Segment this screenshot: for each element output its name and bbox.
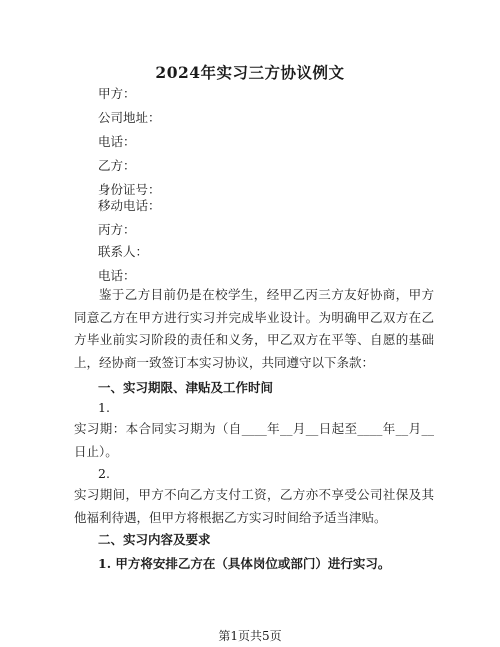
item-1-text: 实习期：本合同实习期为（自____年__月__日起至____年__月__日止）。 (74, 421, 434, 459)
field-party-a: 甲方： (98, 86, 136, 101)
item-number-2: 2. (98, 466, 110, 481)
field-phone-c: 电话： (98, 268, 136, 283)
section-2-item-1: 1. 甲方将安排乙方在（具体岗位或部门）进行实习。 (98, 556, 391, 571)
field-contact-person: 联系人： (98, 244, 149, 259)
page-footer: 第1页共5页 (218, 629, 282, 643)
item-number-1: 1. (98, 400, 110, 415)
field-party-b: 乙方： (98, 158, 136, 173)
section-heading-1: 一、实习期限、津贴及工作时间 (98, 380, 274, 395)
field-party-c: 丙方： (98, 222, 136, 237)
item-2-text: 实习期间，甲方不向乙方支付工资，乙方亦不享受公司社保及其他福利待遇，但甲方将根据乙方实习时间给予适当津贴。 (74, 487, 434, 525)
field-company-address: 公司地址： (98, 110, 161, 125)
intro-paragraph: 鉴于乙方目前仍是在校学生，经甲乙丙三方友好协商，甲方同意乙方在甲方进行实习并完成毕业设计。为明确甲乙双方在乙方毕业前实习阶段的责任和义务，甲乙双方在平等、自愿的基础上，经协商一致签订本实习协议，共同遵守以下条款： (74, 287, 434, 370)
field-mobile-phone: 移动电话： (98, 198, 161, 213)
section-heading-2: 二、实习内容及要求 (98, 532, 211, 547)
field-phone-a: 电话： (98, 134, 136, 149)
document-title: 2024年实习三方协议例文 (155, 63, 345, 82)
field-id-number: 身份证号： (98, 182, 161, 197)
